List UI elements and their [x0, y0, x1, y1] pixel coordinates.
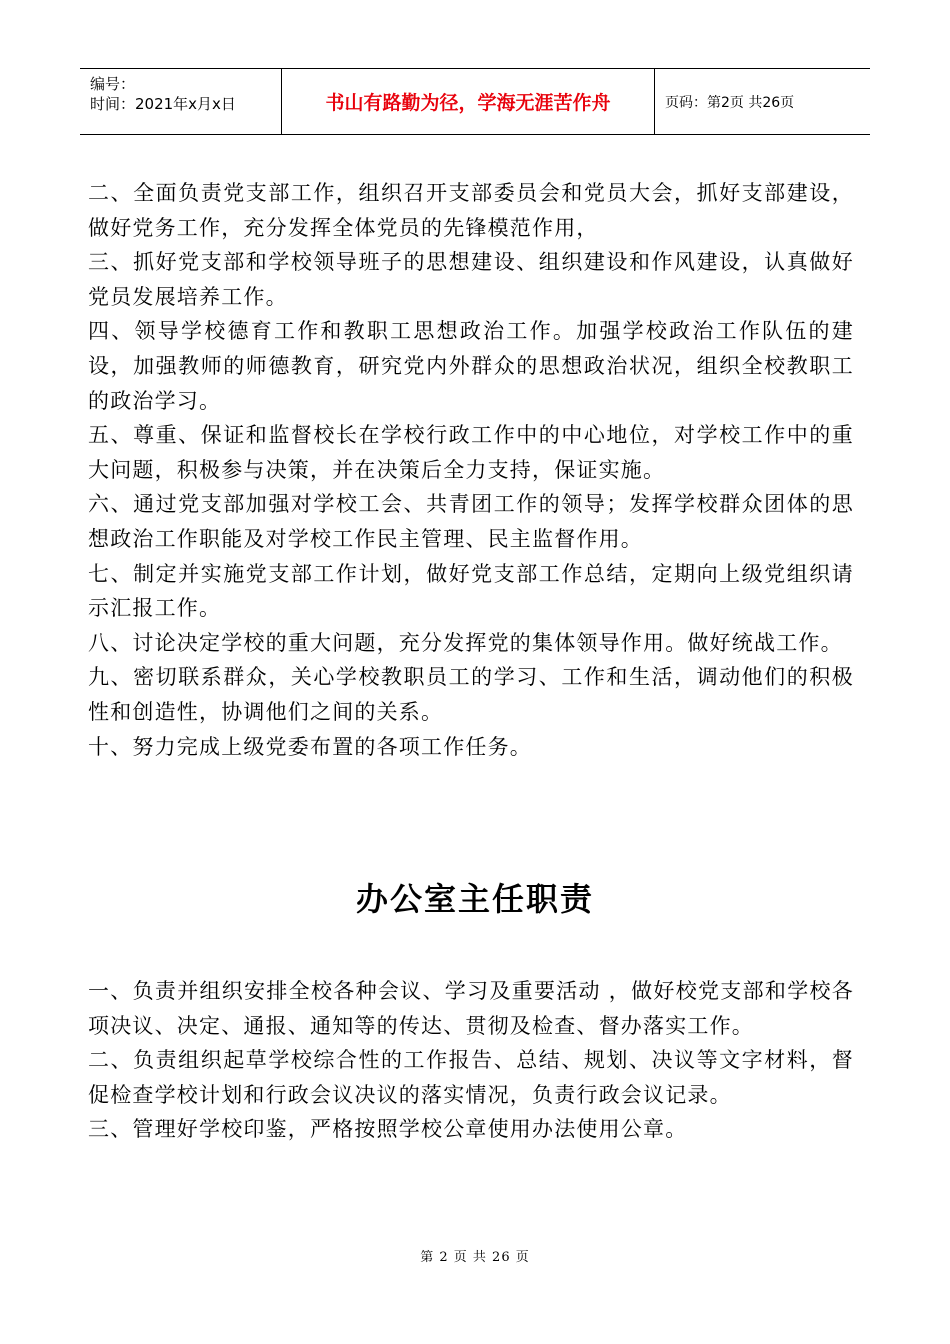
paragraph: 一、负责并组织安排全校各种会议、学习及重要活动 ，做好校党支部和学校各项决议、决定、通报、通知等的传达、贯彻及检查、督办落实工作。 [88, 979, 854, 1038]
paragraph: 九、密切联系群众，关心学校教职员工的学习、工作和生活，调动他们的积极性和创造性，协调他们之间的关系。 [88, 665, 854, 724]
header-motto: 书山有路勤为径，学海无涯苦作舟 [282, 69, 655, 134]
paragraph: 五、尊重、保证和监督校长在学校行政工作中的中心地位，对学校工作中的重大问题，积极参与决策，并在决策后全力支持，保证实施。 [88, 423, 854, 482]
number-label: 编号： [90, 75, 136, 93]
page-footer: 第 2 页 共 26 页 [420, 1250, 530, 1265]
paragraph: 六、通过党支部加强对学校工会、共青团工作的领导；发挥学校群众团体的思想政治工作职能及对学校工作民主管理、民主监督作用。 [88, 492, 854, 551]
duties-section-1 [88, 176, 854, 764]
section-title: 办公室主任职责 [355, 880, 594, 918]
paragraph: 七、制定并实施党支部工作计划，做好党支部工作总结，定期向上级党组织请示汇报工作。 [88, 561, 854, 621]
paragraph: 十、努力完成上级党委布置的各项工作任务。 [88, 734, 532, 759]
time-label: 时间：2021年x月x日 [90, 95, 236, 113]
duties-section-2 [88, 974, 854, 1147]
paragraph: 八、讨论决定学校的重大问题，充分发挥党的集体领导作用。做好统战工作。 [88, 630, 843, 655]
page-header [80, 68, 870, 135]
paragraph: 二、负责组织起草学校综合性的工作报告、总结、规划、决议等文字材料，督促检查学校计划和行政会议决议的落实情况，负责行政会议记录。 [88, 1048, 854, 1107]
paragraph: 四、领导学校德育工作和教职工思想政治工作。加强学校政治工作队伍的建设，加强教师的师德教育，研究党内外群众的思想政治状况，组织全校教职工的政治学习。 [88, 319, 854, 413]
header-meta [80, 69, 282, 134]
paragraph: 三、管理好学校印鉴，严格按照学校公章使用办法使用公章。 [88, 1117, 688, 1142]
paragraph: 二、全面负责党支部工作，组织召开支部委员会和党员大会，抓好支部建设，做好党务工作，充分发挥全体党员的先锋模范作用， [88, 181, 854, 240]
header-page-info: 页码：第2页 共26页 [665, 94, 795, 111]
paragraph: 三、抓好党支部和学校领导班子的思想建设、组织建设和作风建设，认真做好党员发展培养工作。 [88, 250, 854, 309]
